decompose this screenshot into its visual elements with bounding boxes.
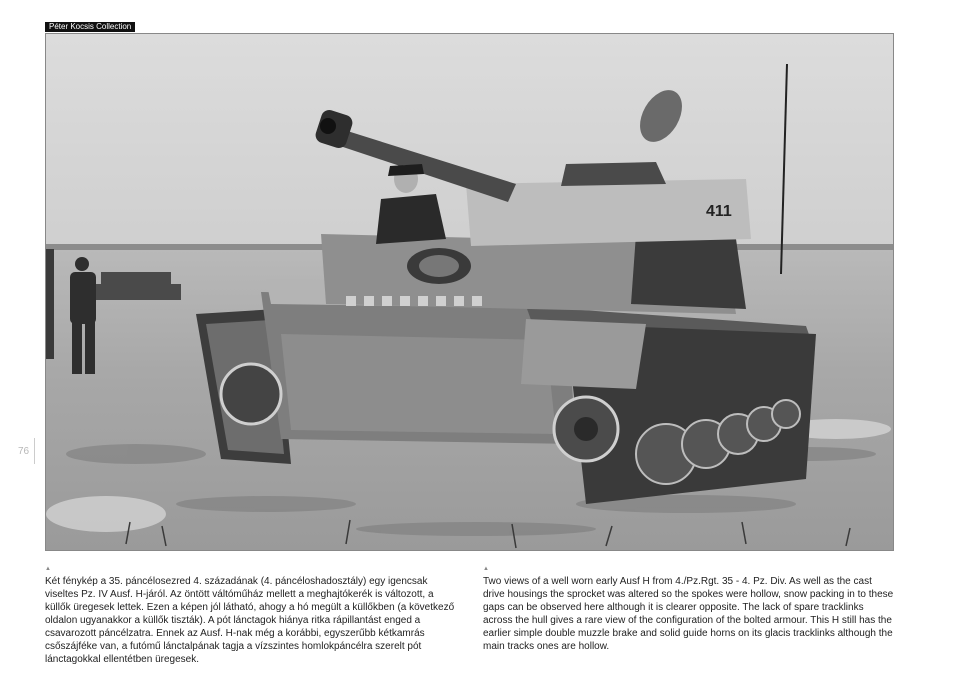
caption-marker-hu: ▲ (45, 566, 51, 572)
page-tick-divider (34, 438, 35, 464)
collection-label: Péter Kocsis Collection (45, 22, 135, 32)
caption-marker-en: ▲ (483, 566, 489, 572)
turret-number: 411 (706, 203, 732, 220)
caption-english: Two views of a well worn early Ausf H from 4./Pz.Rgt. 35 - 4. Pz. Div. As well as the cast drive housings the sprocket was altered so the spokes were hollow, snow packing in to these gaps can be observed here although it is clearer opposite. The lack of spare tracklinks across the hull gives a rare view of the configuration of the bolted armour. This H still has the earlier simple double muzzle brake and solid guide horns on its glacis tracklinks although the main tracks ones are hollow. (483, 576, 894, 652)
caption-hungarian: Két fénykép a 35. páncélosezred 4. századának (4. páncéloshadosztály) egy igencsak viseltes Pz. IV Ausf. H-járól. Az öntött váltóműház mellett a meghajtókerék is változott, a küllők üregesek lettek. Ezen a képen jól látható, ahogy a hó megült a küllőkben (a következő oldalon ugyanakkor a küllők tiszták). A pót lánctagok hiánya ritka rápillantást enged a csavarozott páncélzatra. Ennek az Ausf. H-nak még a korábbi, egyszerűbb kétkamrás csőszájféke van, a futómű lánctalpának tagja a vízszintes homlokpáncélra szerelt pót lánctagokkal ellentétben üregesek. (45, 576, 455, 665)
page-number: 76 (18, 446, 30, 457)
tank-photo (45, 33, 894, 551)
